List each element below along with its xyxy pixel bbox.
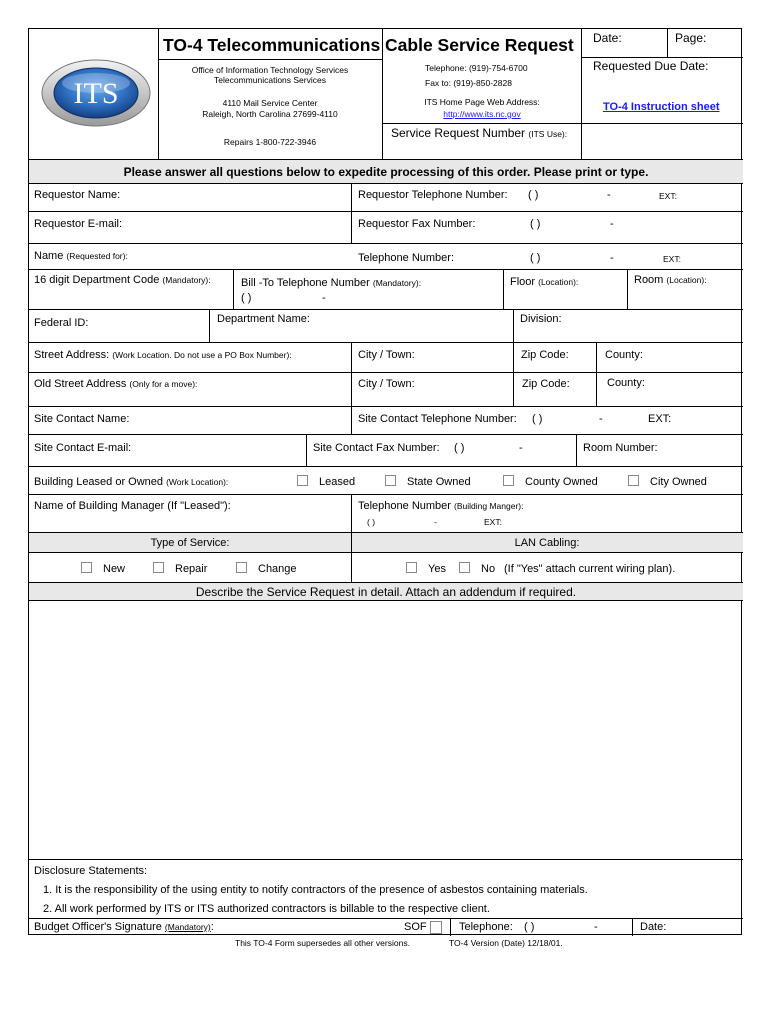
sof-label: SOF [404,921,427,933]
web-label: ITS Home Page Web Address: [424,97,540,107]
state-owned-label: State Owned [407,476,471,488]
old-county-label: County: [607,377,645,389]
repair-checkbox[interactable] [153,562,164,573]
description-textarea[interactable] [31,603,739,857]
county-label: County: [605,349,643,361]
lan-wiring-note: (If "Yes" attach current wiring plan). [504,563,676,575]
instructions-banner: Please answer all questions below to expedite processing of this order. Please print or type. [123,165,649,179]
telephone-number-ext: EXT: [663,254,681,264]
sof-checkbox[interactable] [430,921,442,934]
date-label: Date: [593,31,622,45]
new-label: New [103,563,126,575]
requestor-email-label: Requestor E-mail: [34,218,123,230]
floor-label: Floor (Location): [510,276,579,288]
change-label: Change [258,563,297,575]
room-label: Room (Location): [634,274,707,286]
repair-label: Repair [175,563,208,575]
requestor-phone-paren: ( ) [528,189,539,201]
type-of-service-header: Type of Service: [150,537,230,549]
requested-due-date-label: Requested Due Date: [593,59,709,73]
telephone-number-dash: - [610,252,614,264]
department-name-label: Department Name: [217,313,310,325]
its-telephone: Telephone: (919)-754-6700 [425,63,528,73]
bill-to-label: Bill -To Telephone Number (Mandatory): [241,277,422,289]
disclosure-item-1: 1. It is the responsibility of the using entity to notify contractors of the presence of asbestos containing materials. [43,884,588,896]
instruction-sheet-link[interactable]: TO-4 Instruction sheet [603,101,720,113]
state-owned-checkbox[interactable] [385,475,396,486]
disclosure-item-2: 2. All work performed by ITS or ITS authorized contractors is billable to the respective client. [43,903,490,915]
leased-checkbox[interactable] [297,475,308,486]
building-manager-phone-ext: EXT: [484,517,502,527]
office-name: Office of Information Technology Services [191,65,349,75]
site-contact-phone-paren: ( ) [532,413,543,425]
building-manager-phone-paren: ( ) [367,517,376,527]
name-requested-for-label: Name (Requested for): [34,250,128,262]
requestor-fax-label: Requestor Fax Number: [358,218,476,230]
bill-to-dash: - [322,292,326,304]
old-street-label: Old Street Address (Only for a move): [34,378,198,390]
site-contact-phone-ext: EXT: [648,413,672,425]
site-contact-fax-label: Site Contact Fax Number: [313,442,440,454]
old-city-town-label: City / Town: [358,378,415,390]
mail-address: 4110 Mail Service Center [222,98,318,108]
service-request-form [28,28,742,935]
change-checkbox[interactable] [236,562,247,573]
form-title: TO-4 Telecommunications Cable Service Request [163,35,574,55]
requestor-phone-label: Requestor Telephone Number: [358,189,508,201]
its-logo [41,59,151,127]
site-contact-phone-dash: - [599,413,603,425]
requestor-phone-dash: - [607,189,611,201]
disclosure-title: Disclosure Statements: [34,865,148,877]
repairs-phone: Repairs 1-800-722-3946 [223,137,317,147]
telephone-number-label: Telephone Number: [358,252,455,264]
lan-yes-checkbox[interactable] [406,562,417,573]
room-number-label: Room Number: [583,442,658,454]
federal-id-label: Federal ID: [34,317,89,329]
city-town-label: City / Town: [358,349,415,361]
signature-date-label: Date: [640,921,667,933]
division-label: Division: [520,313,562,325]
footer-version: TO-4 Version (Date) 12/18/01. [449,938,563,948]
division-name: Telecommunications Services [214,75,326,85]
street-address-label: Street Address: (Work Location. Do not use a PO Box Number): [34,349,292,361]
leased-label: Leased [319,476,356,488]
requestor-fax-paren: ( ) [530,218,541,230]
city-owned-checkbox[interactable] [628,475,639,486]
county-owned-label: County Owned [525,476,598,488]
logo-text: ITS [73,77,119,110]
requestor-phone-ext: EXT: [659,191,677,201]
city-owned-label: City Owned [650,476,707,488]
site-contact-phone-label: Site Contact Telephone Number: [358,413,517,425]
requestor-fax-dash: - [610,218,614,230]
web-url-link[interactable]: http://www.its.nc.gov [443,109,521,119]
service-request-number-label: Service Request Number (ITS Use): [391,126,568,140]
requestor-name-label: Requestor Name: [34,189,121,201]
signature-telephone-label: Telephone: [459,921,513,933]
dept-code-label: 16 digit Department Code (Mandatory): [34,274,211,286]
footer-supersedes: This TO-4 Form supersedes all other versions. [235,938,410,948]
lan-yes-label: Yes [428,563,446,575]
signature-telephone-dash: - [594,921,598,933]
lan-cabling-header: LAN Cabling: [514,537,580,549]
site-contact-fax-paren: ( ) [454,442,465,454]
lan-no-label: No [481,563,496,575]
describe-header: Describe the Service Request in detail. Attach an addendum if required. [195,585,577,599]
budget-officer-signature-label: Budget Officer's Signature (Mandatory): [34,921,214,933]
site-contact-name-label: Site Contact Name: [34,413,130,425]
building-leased-label: Building Leased or Owned (Work Location): [34,476,229,488]
old-zip-code-label: Zip Code: [522,378,570,390]
building-manager-phone-label: Telephone Number (Building Manger): [358,500,524,512]
city-address: Raleigh, North Carolina 27699-4110 [202,109,338,119]
zip-code-label: Zip Code: [521,349,569,361]
new-checkbox[interactable] [81,562,92,573]
signature-telephone-paren: ( ) [524,921,535,933]
building-manager-phone-dash: - [434,517,437,527]
bill-to-paren: ( ) [241,292,252,304]
building-manager-label: Name of Building Manager (If "Leased"): [34,500,231,512]
telephone-number-paren: ( ) [530,252,541,264]
site-contact-email-label: Site Contact E-mail: [34,442,132,454]
county-owned-checkbox[interactable] [503,475,514,486]
lan-no-checkbox[interactable] [459,562,470,573]
site-contact-fax-dash: - [519,442,523,454]
page-label: Page: [675,31,707,45]
its-fax: Fax to: (919)-850-2828 [425,78,512,88]
